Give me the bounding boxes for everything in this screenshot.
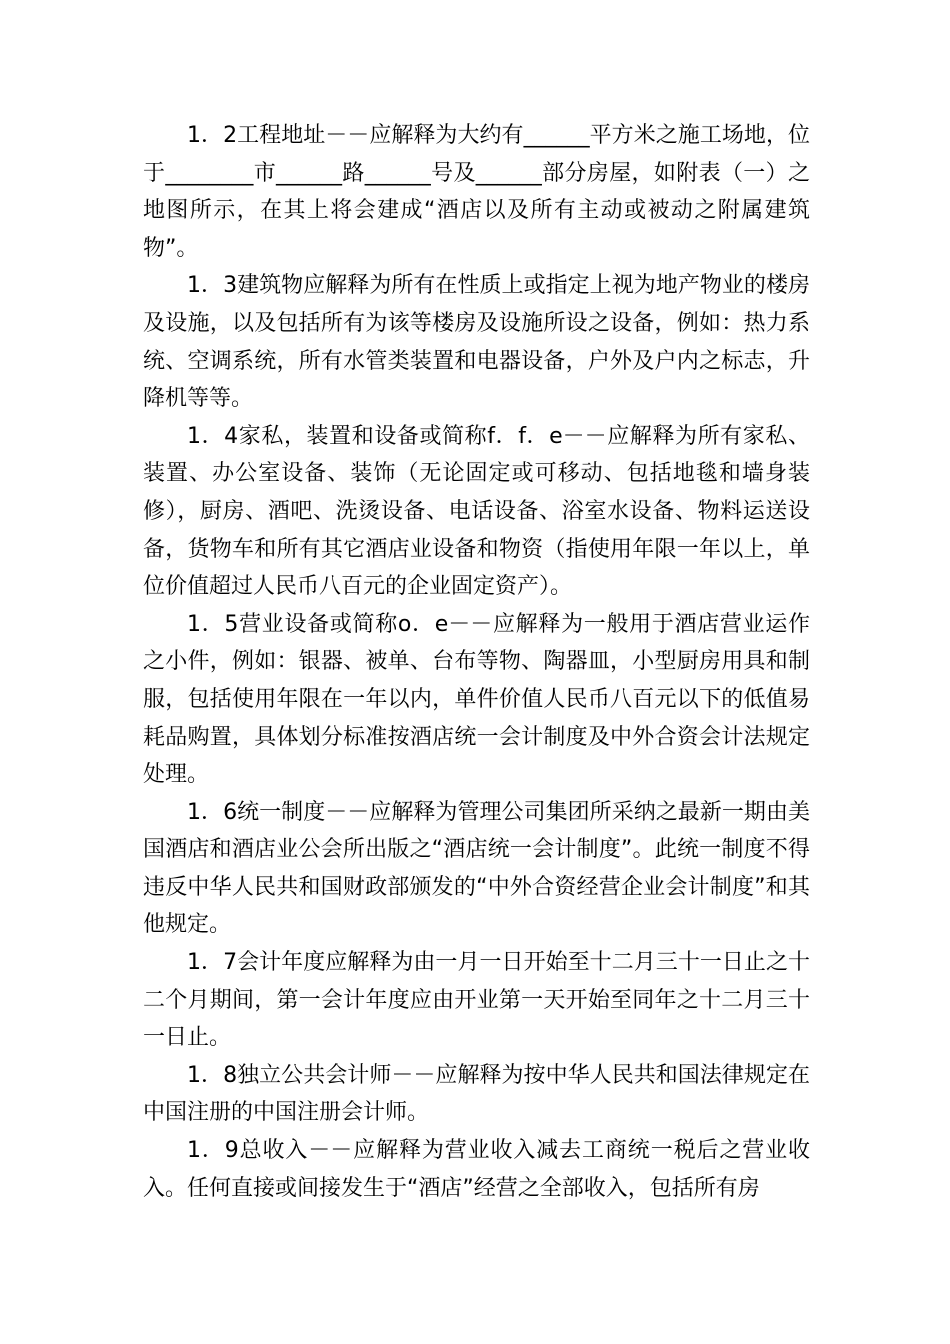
clause-1-3: 1．3建筑物应解释为所有在性质上或指定上视为地产物业的楼房及设施，以及包括所有为该等楼房及设施所设之设备，例如：热力系统、空调系统，所有水管类装置和电器设备，户外及户内之标志，升降机等等。 bbox=[143, 273, 810, 412]
clause-1-4: 1．4家私，装置和设备或简称f．f．e－－应解释为所有家私、装置、办公室设备、装饰（无论固定或可移动、包括地毯和墙身装修），厨房、酒吧、洗烫设备、电话设备、浴室水设备、物料运送设备，货物车和所有其它酒店业设备和物资（指使用年限一年以上，单位价值超过人民币八百元的企业固定资产）。 bbox=[143, 423, 810, 600]
clause-1-7: 1．7会计年度应解释为由一月一日开始至十二月三十一日止之十二个月期间，第一会计年度应由开业第一天开始至同年之十二月三十一日止。 bbox=[143, 950, 810, 1051]
document-body bbox=[143, 117, 810, 1207]
clause-1-8: 1．8独立公共会计师－－应解释为按中华人民共和国法律规定在中国注册的中国注册会计师。 bbox=[143, 1062, 810, 1126]
clause-1-5: 1．5营业设备或简称o．e－－应解释为一般用于酒店营业运作之小件，例如：银器、被单、台布等物、陶器皿，小型厨房用具和制服，包括使用年限在一年以内，单件价值人民币八百元以下的低值易耗品购置，具体划分标准按酒店统一会计制度及中外合资会计法规定处理。 bbox=[143, 611, 810, 788]
clause-1-2: 1．2工程地址－－应解释为大约有______平方米之施工场地，位于________市______路______号及______部分房屋，如附表（一）之地图所示，在其上将会建成“酒店以及所有主动或被动之附属建筑物”。 bbox=[143, 123, 810, 261]
clause-1-6: 1．6统一制度－－应解释为管理公司集团所采纳之最新一期由美国酒店和酒店业公会所出版之“酒店统一会计制度”。此统一制度不得违反中华人民共和国财政部颁发的“中外合资经营企业会计制度”和其他规定。 bbox=[143, 799, 810, 938]
clause-1-9: 1．9总收入－－应解释为营业收入减去工商统一税后之营业收入。任何直接或间接发生于“酒店”经营之全部收入，包括所有房 bbox=[143, 1138, 810, 1201]
